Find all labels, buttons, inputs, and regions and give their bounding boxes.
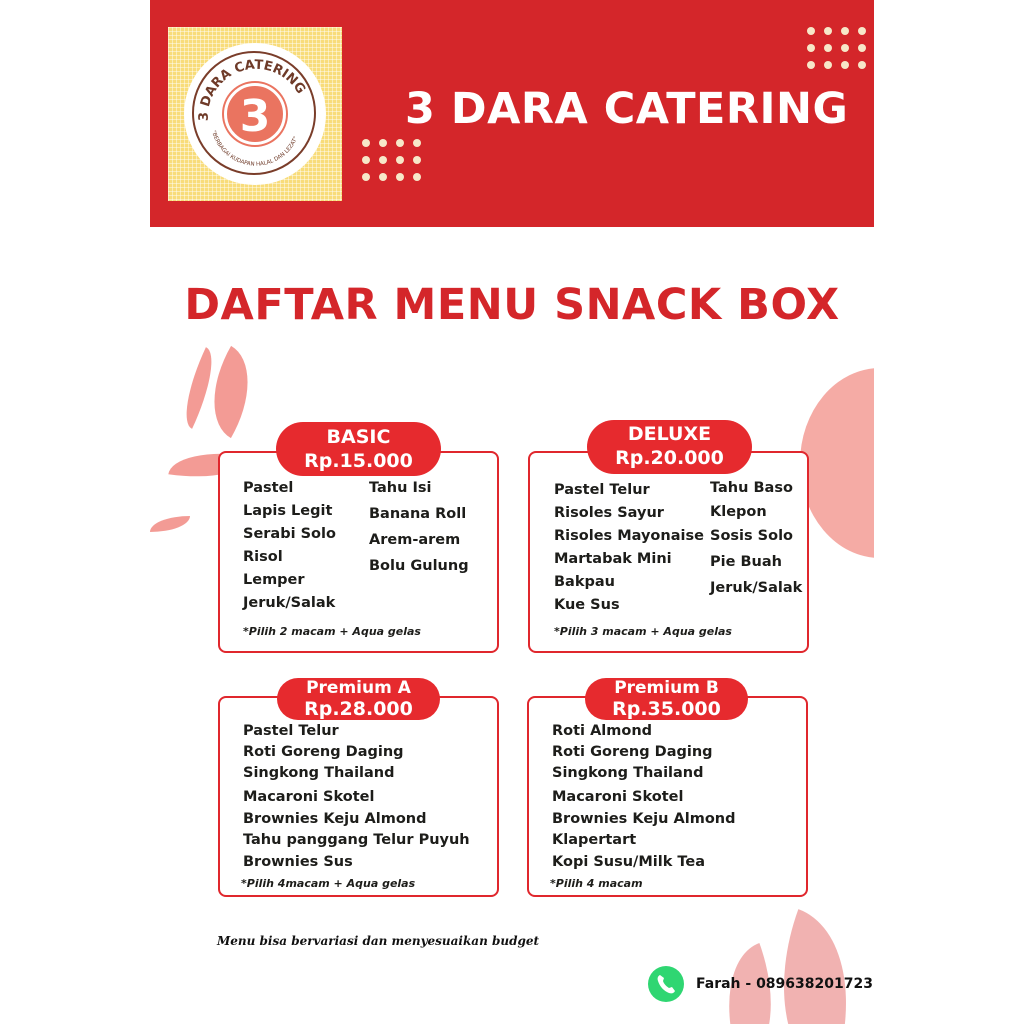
package-items-premium-b <box>552 720 736 873</box>
list-item: Tahu Baso <box>710 480 793 496</box>
logo-numeral: 3 <box>224 83 286 145</box>
list-item: Brownies Keju Almond <box>552 811 736 827</box>
list-item: Klepon <box>710 504 767 520</box>
list-item: Singkong Thailand <box>552 765 704 781</box>
list-item: Pastel Telur <box>243 723 339 739</box>
list-item: Tahu Isi <box>369 480 432 496</box>
dots-decoration-icon <box>362 139 421 181</box>
list-item: Klapertart <box>552 832 637 848</box>
list-item: Lapis Legit <box>243 503 333 519</box>
svg-text:"BERBAGAI KUDAPAN HALAL DAN LE: "BERBAGAI KUDAPAN HALAL DAN LEZAT" <box>210 129 300 168</box>
leaf-decoration-icon <box>150 516 190 532</box>
package-note-premium-a: *Pilih 4macam + Aqua gelas <box>241 877 416 890</box>
brand-title: 3 DARA CATERING <box>405 84 849 134</box>
package-note-basic: *Pilih 2 macam + Aqua gelas <box>243 625 421 638</box>
list-item: Pie Buah <box>710 554 782 570</box>
phone-icon <box>648 966 684 1002</box>
list-item: Brownies Keju Almond <box>243 811 427 827</box>
list-item: Sosis Solo <box>710 528 794 544</box>
dots-decoration-icon <box>807 27 866 69</box>
list-item: Martabak Mini <box>554 551 672 567</box>
list-item: Serabi Solo <box>243 526 336 542</box>
list-item: Jeruk/Salak <box>243 595 336 611</box>
menu-flyer <box>150 0 874 1024</box>
package-items-premium-a <box>243 720 470 873</box>
list-item: Pastel Telur <box>554 482 650 498</box>
header-banner <box>150 0 874 227</box>
contact-info: Farah - 089638201723 <box>696 976 873 992</box>
package-note-premium-b: *Pilih 4 macam <box>550 877 643 890</box>
list-item: Tahu panggang Telur Puyuh <box>243 832 470 848</box>
package-badge-basic: BASIC Rp.15.000 <box>276 422 441 476</box>
list-item: Risol <box>243 549 283 565</box>
list-item: Singkong Thailand <box>243 765 395 781</box>
package-items-deluxe-left <box>554 479 704 617</box>
list-item: Kopi Susu/Milk Tea <box>552 854 706 870</box>
list-item: Bakpau <box>554 574 615 590</box>
package-items-basic-left <box>243 477 336 615</box>
list-item: Macaroni Skotel <box>552 789 684 805</box>
page-title: DAFTAR MENU SNACK BOX <box>184 280 840 330</box>
list-item: Roti Goreng Daging <box>243 744 404 760</box>
svg-text:3 DARA CATERING: 3 DARA CATERING <box>196 57 309 122</box>
list-item: Risoles Mayonaise <box>554 528 704 544</box>
package-badge-premium-b: Premium B Rp.35.000 <box>585 678 748 720</box>
list-item: Arem-arem <box>369 532 461 548</box>
list-item: Macaroni Skotel <box>243 789 375 805</box>
footer-note: Menu bisa bervariasi dan menyesuaikan budget <box>217 934 540 948</box>
list-item: Lemper <box>243 572 305 588</box>
package-items-basic-right <box>369 477 469 581</box>
list-item: Jeruk/Salak <box>710 580 803 596</box>
package-badge-premium-a: Premium A Rp.28.000 <box>277 678 440 720</box>
list-item: Kue Sus <box>554 597 620 613</box>
list-item: Brownies Sus <box>243 854 353 870</box>
circle-decoration-icon <box>800 368 874 558</box>
logo <box>168 27 342 201</box>
list-item: Risoles Sayur <box>554 505 664 521</box>
package-items-deluxe-right <box>710 477 802 603</box>
package-badge-deluxe: DELUXE Rp.20.000 <box>587 420 752 474</box>
list-item: Roti Almond <box>552 723 653 739</box>
list-item: Banana Roll <box>369 506 467 522</box>
list-item: Pastel <box>243 480 294 496</box>
list-item: Bolu Gulung <box>369 558 469 574</box>
package-note-deluxe: *Pilih 3 macam + Aqua gelas <box>554 625 732 638</box>
list-item: Roti Goreng Daging <box>552 744 713 760</box>
logo-badge <box>184 43 326 185</box>
